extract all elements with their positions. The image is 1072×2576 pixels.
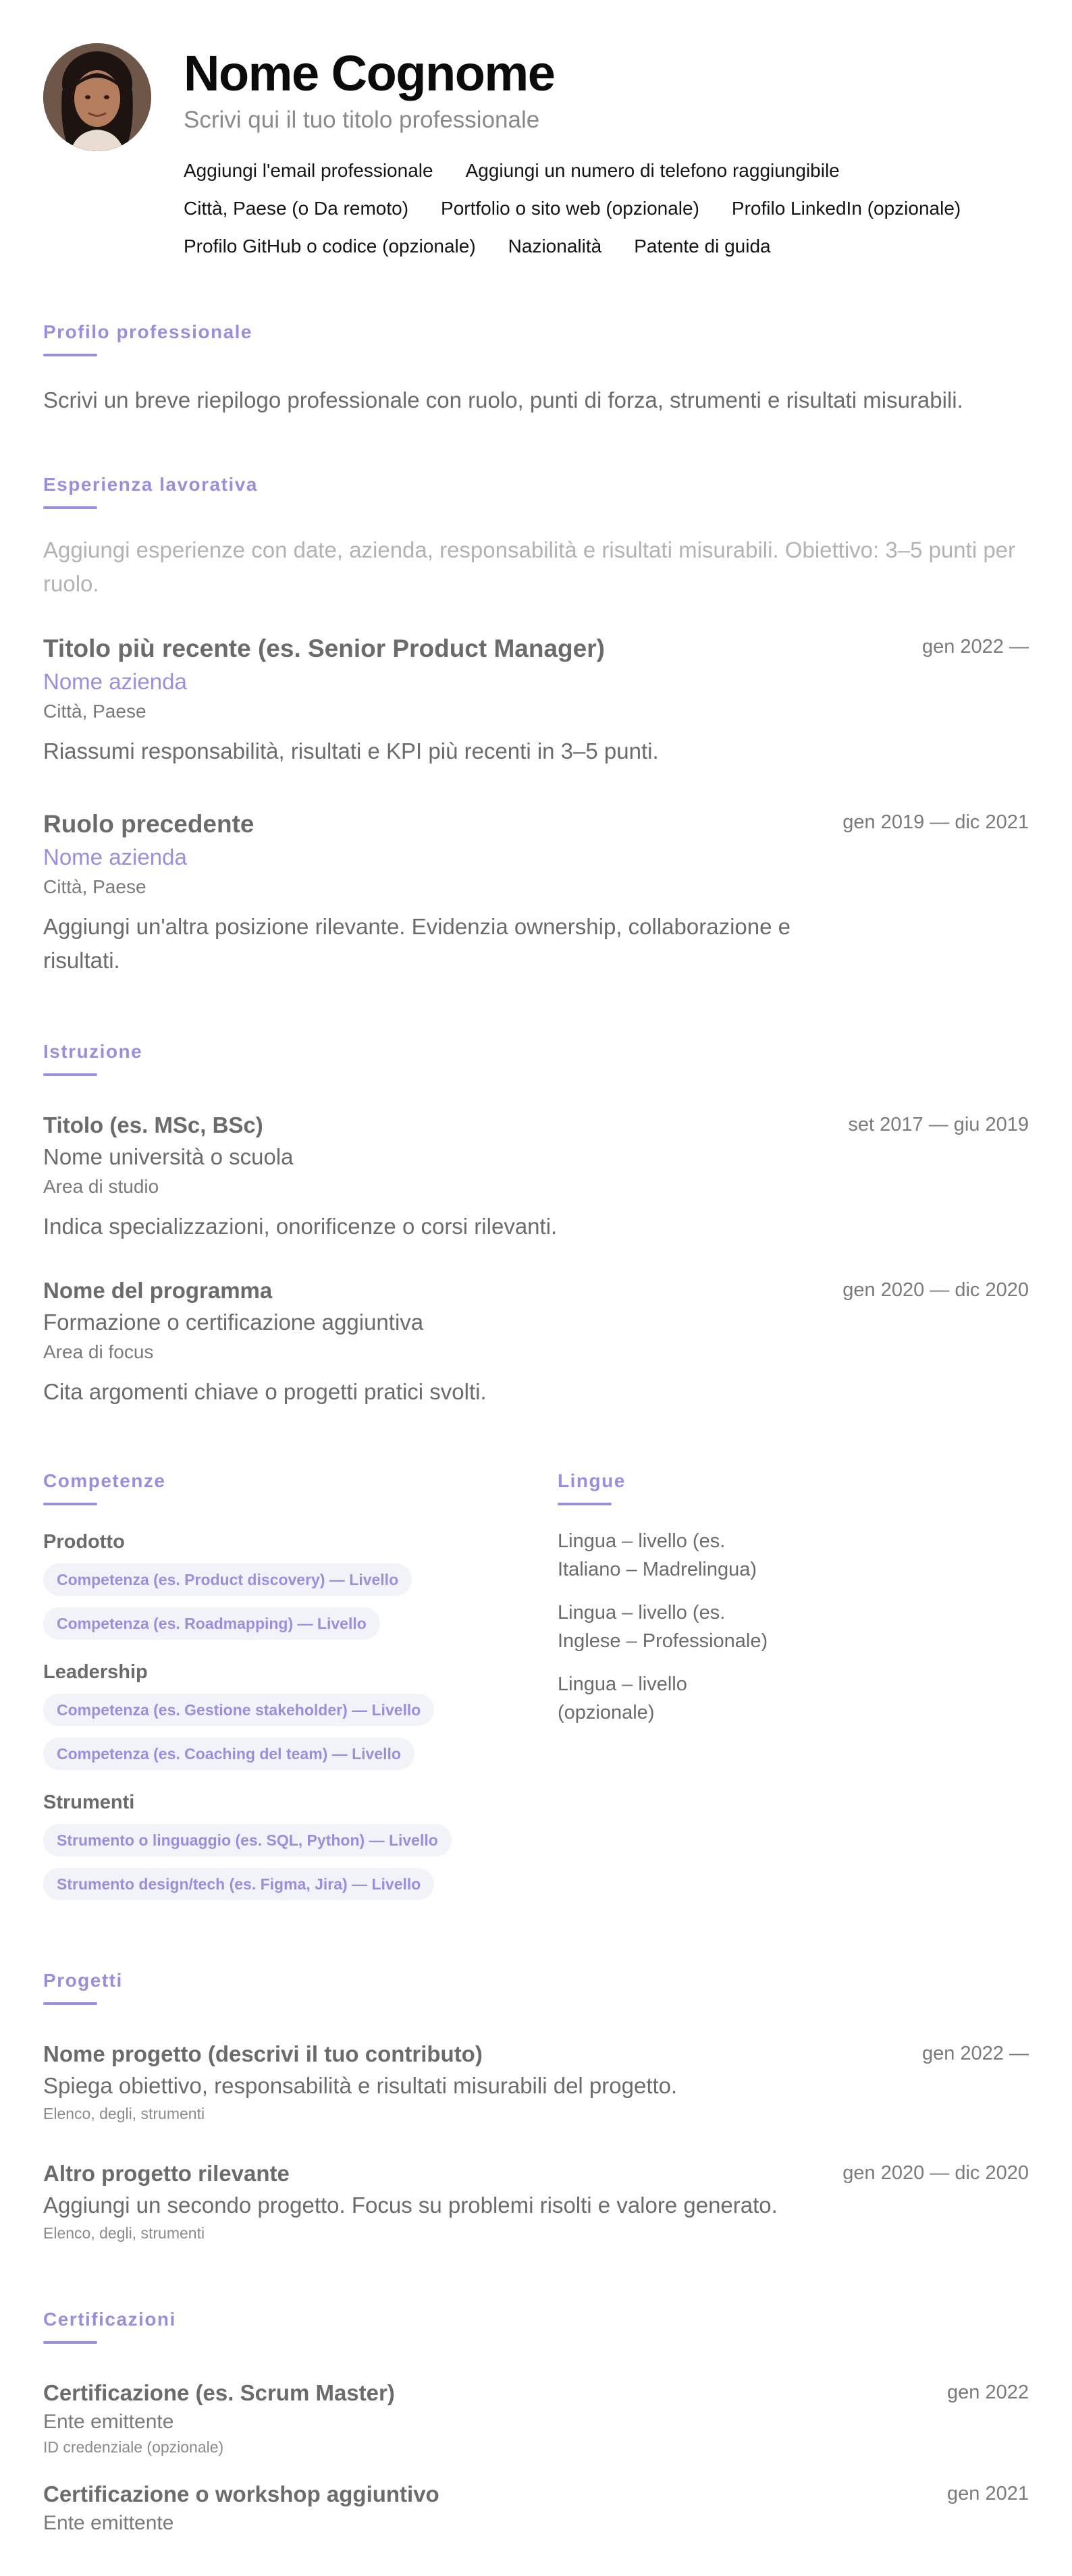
certification-credential: ID credenziale (opzionale) <box>43 2438 224 2456</box>
study-area: Area di studio <box>43 1176 159 1197</box>
certification-date: gen 2022 <box>947 2382 1029 2403</box>
section-title-profile: Profilo professionale <box>43 321 252 342</box>
certification-date: gen 2021 <box>947 2483 1029 2504</box>
section-title-skills: Competenze <box>43 1470 166 1491</box>
contact-location: Città, Paese (o Da remoto) <box>184 198 409 219</box>
skill-group <box>43 1788 516 1900</box>
education-description: Cita argomenti chiave o progetti pratici svolti. <box>43 1379 487 1404</box>
contact-linkedin: Profilo LinkedIn (opzionale) <box>731 198 961 219</box>
avatar-portrait-icon <box>43 43 151 151</box>
experience-item <box>43 807 1029 977</box>
language-item: Lingua – livello (es. Italiano – Madrelingua) <box>558 1530 757 1580</box>
contact-email: Aggiungi l'email professionale <box>184 160 433 181</box>
skill-group-title: Prodotto <box>43 1531 125 1553</box>
skill-group-title: Leadership <box>43 1661 148 1683</box>
section-divider <box>43 2002 97 2005</box>
language-item: Lingua – livello (es. Inglese – Professionale) <box>558 1602 768 1652</box>
skill-group <box>43 1657 516 1770</box>
contact-phone: Aggiungi un numero di telefono raggiungibile <box>465 160 840 181</box>
degree-title: Nome del programma <box>43 1278 273 1303</box>
section-title-certifications: Certificazioni <box>43 2309 176 2330</box>
project-item <box>43 2039 1029 2125</box>
section-divider <box>43 506 97 509</box>
job-location: Città, Paese <box>43 701 146 722</box>
section-title-projects: Progetti <box>43 1970 123 1991</box>
skill-chip: Competenza (es. Gestione stakeholder) — Livello <box>43 1694 434 1726</box>
education-description: Indica specializzazioni, onorificenze o corsi rilevanti. <box>43 1214 558 1239</box>
certification-issuer: Ente emittente <box>43 2411 174 2433</box>
professional-title: Scrivi qui il tuo titolo professionale <box>184 107 540 133</box>
company-name: Nome azienda <box>43 844 187 869</box>
skill-group-title: Strumenti <box>43 1792 135 1813</box>
skill-chip: Strumento o linguaggio (es. SQL, Python) — Livello <box>43 1824 452 1856</box>
section-divider <box>43 1503 97 1505</box>
project-date: gen 2020 — dic 2020 <box>842 2162 1029 2184</box>
company-name: Nome azienda <box>43 669 187 694</box>
education-item <box>43 1110 1029 1243</box>
job-title: Ruolo precedente <box>43 810 254 838</box>
contact-github: Profilo GitHub o codice (opzionale) <box>184 236 476 257</box>
section-divider <box>43 354 97 356</box>
project-name: Nome progetto (descrivi il tuo contributo) <box>43 2041 483 2066</box>
education-date: set 2017 — giu 2019 <box>848 1114 1029 1135</box>
job-title: Titolo più recente (es. Senior Product Manager) <box>43 635 605 662</box>
project-name: Altro progetto rilevante <box>43 2161 290 2186</box>
certification-issuer: Ente emittente <box>43 2512 174 2534</box>
job-date: gen 2022 — <box>921 636 1029 658</box>
section-title-experience: Esperienza lavorativa <box>43 474 258 495</box>
languages-list <box>558 1527 1030 1742</box>
project-date: gen 2022 — <box>921 2043 1029 2064</box>
study-area: Area di focus <box>43 1341 154 1362</box>
job-date: gen 2019 — dic 2021 <box>842 811 1029 833</box>
certification-name: Certificazione o workshop aggiuntivo <box>43 2481 439 2506</box>
section-title-languages: Lingue <box>558 1470 626 1491</box>
language-item: Lingua – livello (opzionale) <box>558 1673 687 1723</box>
degree-title: Titolo (es. MSc, BSc) <box>43 1112 263 1137</box>
section-divider <box>43 1073 97 1076</box>
project-description: Aggiungi un secondo progetto. Focus su problemi risolti e valore generato. <box>43 2193 778 2218</box>
contact-nationality: Nazionalità <box>508 236 602 257</box>
section-divider <box>43 2341 97 2344</box>
job-description: Aggiungi un'altra posizione rilevante. Evidenzia ownership, collaborazione e risultati. <box>43 914 790 973</box>
project-description: Spiega obiettivo, responsabilità e risultati misurabili del progetto. <box>43 2073 678 2098</box>
school-name: Nome università o scuola <box>43 1144 294 1169</box>
project-item <box>43 2158 1029 2245</box>
contact-portfolio: Portfolio o sito web (opzionale) <box>441 198 699 219</box>
experience-item <box>43 632 1029 768</box>
skill-chip: Competenza (es. Coaching del team) — Livello <box>43 1738 414 1770</box>
contact-list <box>184 158 1041 259</box>
profile-summary: Scrivi un breve riepilogo professionale con ruolo, punti di forza, strumenti e risultati misurabili. <box>43 387 963 412</box>
project-tools: Elenco, degli, strumenti <box>43 2105 205 2122</box>
project-tools: Elenco, degli, strumenti <box>43 2224 205 2242</box>
school-name: Formazione o certificazione aggiuntiva <box>43 1310 424 1335</box>
certification-item <box>43 2378 1029 2459</box>
section-title-education: Istruzione <box>43 1041 143 1062</box>
job-description: Riassumi responsabilità, risultati e KPI più recenti in 3–5 punti. <box>43 739 659 763</box>
skill-chip: Competenza (es. Product discovery) — Livello <box>43 1563 412 1596</box>
resume-header <box>43 43 1029 286</box>
certification-name: Certificazione (es. Scrum Master) <box>43 2380 395 2405</box>
education-date: gen 2020 — dic 2020 <box>842 1279 1029 1301</box>
job-location: Città, Paese <box>43 876 146 897</box>
certification-item <box>43 2479 1029 2537</box>
skill-chip: Strumento design/tech (es. Figma, Jira) — Livello <box>43 1868 434 1900</box>
skill-group <box>43 1527 516 1640</box>
avatar <box>43 43 151 151</box>
skill-chip: Competenza (es. Roadmapping) — Livello <box>43 1607 380 1640</box>
section-divider <box>558 1503 612 1505</box>
education-item <box>43 1275 1029 1409</box>
skills-list <box>43 1527 516 1918</box>
experience-hint: Aggiungi esperienze con date, azienda, responsabilità e risultati misurabili. Obiettivo: 3–5 punti per ruolo. <box>43 537 1016 596</box>
candidate-name: Nome Cognome <box>184 45 555 101</box>
contact-driving-license: Patente di guida <box>634 236 771 257</box>
